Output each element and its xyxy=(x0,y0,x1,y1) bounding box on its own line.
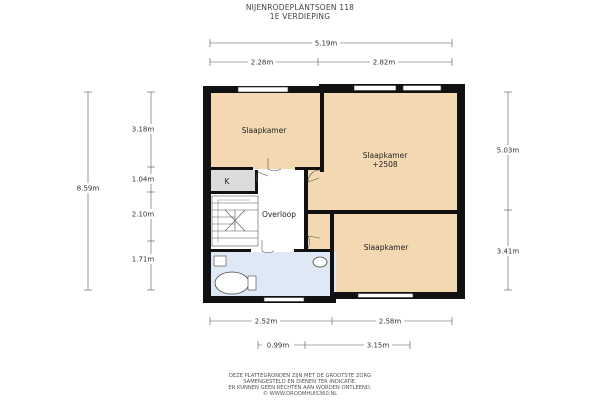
room-slaapkamer-3 xyxy=(332,213,457,293)
sink-icon xyxy=(214,256,226,266)
room-kast xyxy=(211,170,257,192)
dim-left-total: 8.59m xyxy=(76,184,100,193)
room-label-slaapkamer-2: Slaapkamer xyxy=(362,151,408,160)
floor-subtitle: 1E VERDIEPING xyxy=(269,12,331,21)
dim-bottom-2-right: 3.15m xyxy=(366,341,390,350)
dim-right-1: 5.03m xyxy=(496,146,520,155)
disclaimer-line-2: SAMENGESTELD EN DIENEN TER INDICATIE. xyxy=(243,379,357,385)
room-label-slaapkamer-2-note: +2508 xyxy=(372,160,398,169)
dim-bottom-1-right: 2.58m xyxy=(378,317,402,326)
room-label-slaapkamer-3: Slaapkamer xyxy=(363,243,409,252)
dim-left-4: 1.71m xyxy=(131,255,155,264)
dim-left-3: 2.10m xyxy=(131,210,155,219)
dim-bottom-1-left: 2.52m xyxy=(254,317,278,326)
room-label-kast: K xyxy=(224,177,230,186)
bathtub-icon xyxy=(215,272,249,294)
dim-right-2: 3.41m xyxy=(496,247,520,256)
disclaimer-line-1: DEZE PLATTEGRONDEN ZIJN MET DE GROOTSTE ZORG xyxy=(228,373,372,379)
dim-left-2: 1.04m xyxy=(131,175,155,184)
dim-left-1: 3.18m xyxy=(131,125,155,134)
dim-bottom-2-left: 0.99m xyxy=(266,341,290,350)
staircase xyxy=(212,196,258,246)
dim-top-right: 2.82m xyxy=(372,58,396,67)
disclaimer-line-3: ER KUNNEN GEEN RECHTEN AAN WORDEN ONTLEEND. xyxy=(228,385,372,391)
radiator-icon xyxy=(248,276,256,290)
plan-title: NIJENRODEPLANTSOEN 118 xyxy=(245,3,355,12)
room-label-slaapkamer-1: Slaapkamer xyxy=(241,126,287,135)
room-label-overloop: Overloop xyxy=(261,210,297,219)
disclaimer-line-4: © WWW.DROOMHUIS360.NL xyxy=(262,391,338,397)
dim-top-left: 2.28m xyxy=(250,58,274,67)
toilet-icon xyxy=(313,257,327,267)
dim-top-total: 5.19m xyxy=(314,39,338,48)
